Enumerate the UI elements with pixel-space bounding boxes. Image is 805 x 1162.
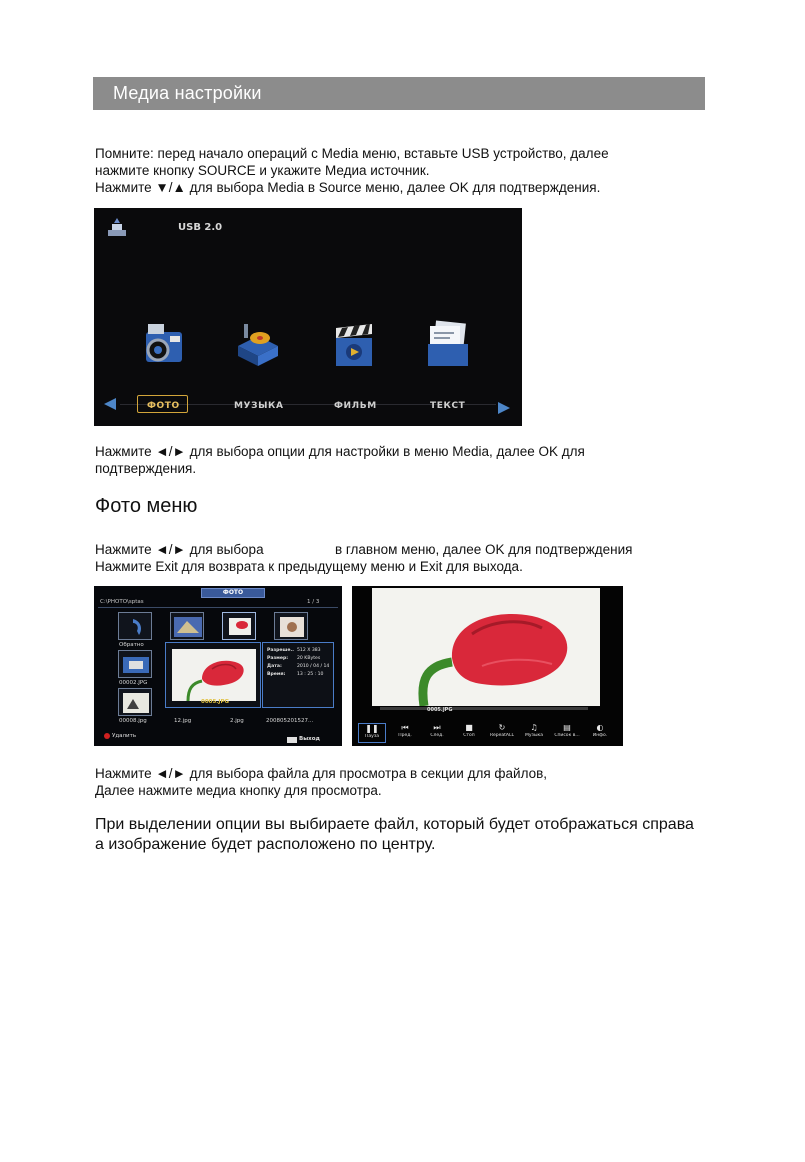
menu-item-film[interactable]: ФИЛЬМ <box>334 401 377 411</box>
photo-heading: Фото меню <box>95 495 198 517</box>
thumb-tile-selected[interactable] <box>222 612 256 640</box>
film-icon[interactable] <box>330 320 378 370</box>
thumb-tile[interactable] <box>170 612 204 640</box>
photo-thumb-icon <box>275 613 308 640</box>
info-time: Время: 13 : 25 : 10 <box>267 672 324 677</box>
file-info-panel <box>262 642 334 708</box>
info-button[interactable]: ◐ Инфо. <box>586 723 614 743</box>
exit-hint[interactable]: Выход <box>299 736 320 742</box>
next-icon: ⏭ <box>433 723 441 732</box>
prev-icon: ⏮ <box>401 723 409 732</box>
delete-hint[interactable]: Удалить <box>112 733 137 739</box>
thumb-label: 00002.JPG <box>119 680 148 686</box>
tulip-fullscreen-image <box>372 588 600 706</box>
thumb-label: 200805201527... <box>266 718 314 724</box>
menu-item-photo[interactable]: ФОТО <box>147 401 180 411</box>
thumb-label: 2.jpg <box>230 718 244 724</box>
file-line-2: Далее нажмите медиа кнопку для просмотра. <box>95 783 382 798</box>
photo-line-1a: Нажмите ◄/► для выбора <box>95 542 264 557</box>
viewer-filename: 0005.JPG <box>427 707 453 713</box>
browser-page-count: 1 / 3 <box>307 599 320 605</box>
arrow-left-icon[interactable] <box>104 398 116 410</box>
stop-icon: ■ <box>465 723 473 732</box>
music-note-icon: ♫ <box>530 723 538 732</box>
photo-viewer-screen <box>352 586 623 746</box>
section-header <box>93 77 705 110</box>
intro-line-1: Помните: перед начало операций с Media меню, вставьте USB устройство, далее <box>95 146 609 161</box>
menu-item-text[interactable]: ТЕКСТ <box>430 401 466 411</box>
playlist-button[interactable]: ▤ Список в... <box>551 723 583 743</box>
back-label: Обратно <box>119 642 144 648</box>
browser-title: ФОТО <box>201 588 265 598</box>
info-date: Дата: 2010 / 04 / 14 <box>267 664 330 669</box>
select-line-2: подтверждения. <box>95 461 197 476</box>
thumb-label: 00008.jpg <box>119 718 147 724</box>
pause-button[interactable]: ❚❚ Пауза <box>358 723 386 743</box>
music-button[interactable]: ♫ Музыка <box>520 723 548 743</box>
thumb-label: 12.jpg <box>174 718 192 724</box>
intro-line-2: нажмите кнопку SOURCE и укажите Медиа источник. <box>95 163 430 178</box>
next-button[interactable]: ⏭ След. <box>423 723 451 743</box>
back-arrow-icon <box>119 613 152 640</box>
arrow-right-icon[interactable] <box>498 402 510 414</box>
playlist-icon: ▤ <box>563 723 571 732</box>
info-size: Размер: 20 KBytes <box>267 656 321 661</box>
prev-button[interactable]: ⏮ Пред. <box>391 723 419 743</box>
photo-thumb-icon <box>119 651 152 678</box>
photo-thumb-icon <box>119 689 152 716</box>
viewer-progress-track <box>380 707 588 710</box>
info-icon: ◐ <box>596 723 604 732</box>
camera-icon[interactable] <box>140 320 188 370</box>
photo-thumb-icon <box>171 613 204 640</box>
photo-browser-screen <box>94 586 342 746</box>
photo-line-2: Нажмите Exit для возврата к предыдущему меню и Exit для выхода. <box>95 559 523 574</box>
section-title: Медиа настройки <box>113 83 262 103</box>
back-tile[interactable] <box>118 612 152 640</box>
repeat-icon: ↻ <box>498 723 506 732</box>
text-icon[interactable] <box>424 320 472 370</box>
pause-icon: ❚❚ <box>365 724 379 733</box>
thumb-tile[interactable] <box>118 650 152 678</box>
browser-path: C:\PHOTO\sptas <box>100 599 144 605</box>
intro-line-3: Нажмите ▼/▲ для выбора Media в Source меню, далее OK для подтверждения. <box>95 180 601 195</box>
summary-line-2: а изображение будет расположено по центру. <box>95 836 436 853</box>
file-line-1: Нажмите ◄/► для выбора файла для просмотра в секции для файлов, <box>95 766 548 781</box>
thumb-tile[interactable] <box>118 688 152 716</box>
music-icon[interactable] <box>234 320 282 370</box>
thumb-tile[interactable] <box>274 612 308 640</box>
browser-divider <box>98 607 338 608</box>
photo-line-1b: в главном меню, далее OK для подтверждения <box>335 542 633 557</box>
repeat-button[interactable]: ↻ RepeatALL <box>485 723 519 743</box>
tulip-image <box>172 649 256 701</box>
usb-media-screen <box>94 208 522 426</box>
summary-line-1: При выделении опции вы выбираете файл, который будет отображаться справа <box>95 816 694 833</box>
tulip-thumb-icon <box>223 613 256 640</box>
stop-button[interactable]: ■ Стоп <box>455 723 483 743</box>
select-line-1: Нажмите ◄/► для выбора опции для настройки в меню Media, далее OK для <box>95 444 585 459</box>
preview-filename: 0005.JPG <box>201 699 229 705</box>
menu-item-music[interactable]: МУЗЫКА <box>234 401 284 411</box>
usb-label: USB 2.0 <box>178 222 223 233</box>
red-button-icon <box>104 733 110 739</box>
usb-icon <box>106 218 128 238</box>
exit-key-icon <box>287 737 297 743</box>
info-resolution: Разреше.. 512 X 383 <box>267 648 321 653</box>
